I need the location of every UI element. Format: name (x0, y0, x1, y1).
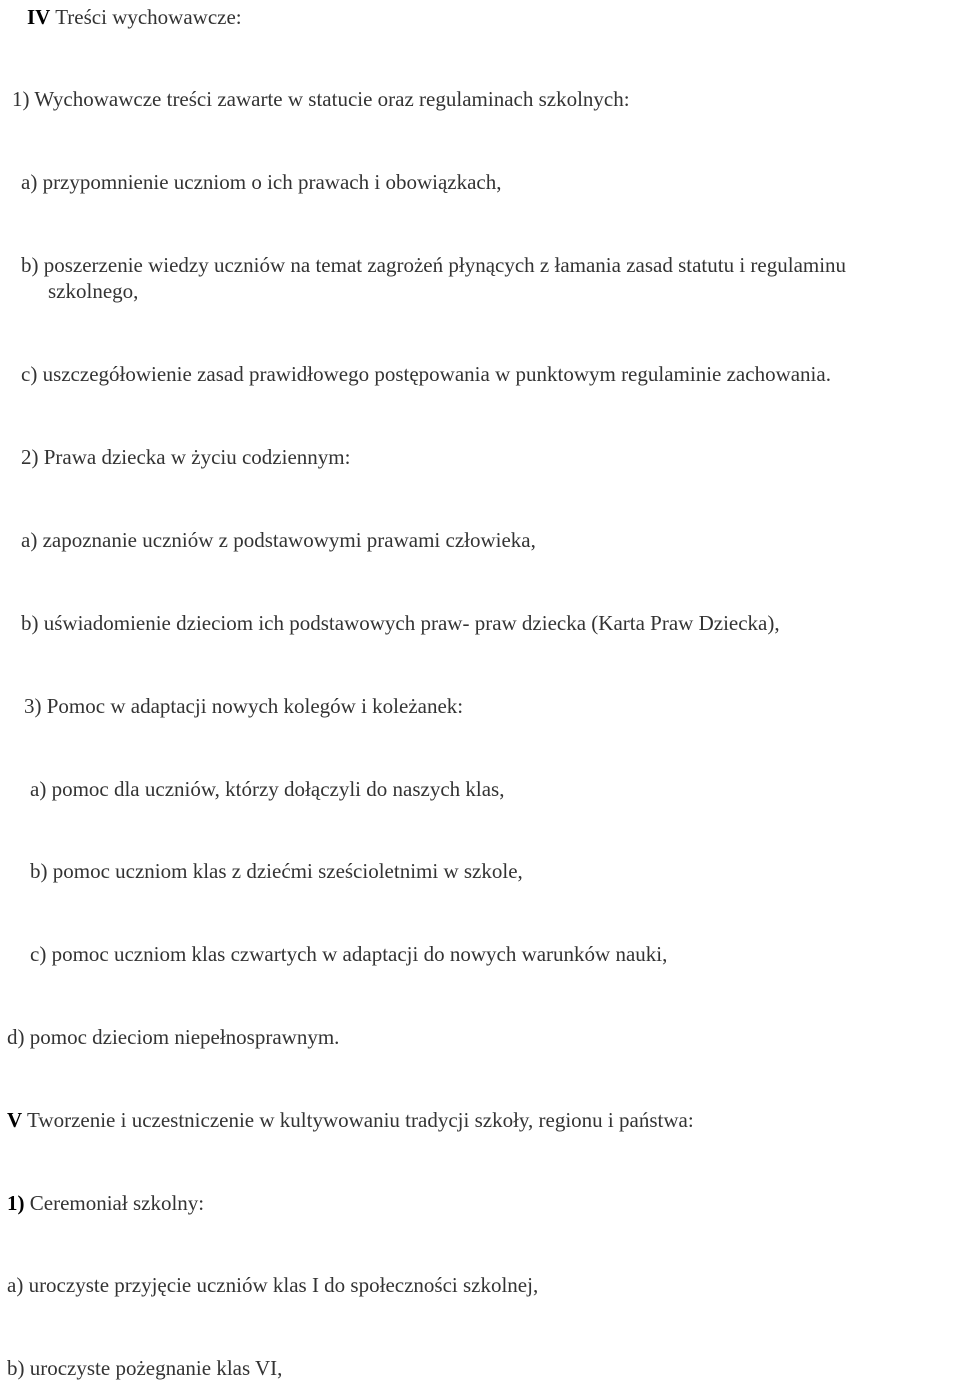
item-3-a: a) pomoc dla uczniów, którzy dołączyli do naszych klas, (30, 777, 505, 801)
section-v-title: Tworzenie i uczestniczenie w kultywowaniu tradycji szkoły, regionu i państwa: (22, 1108, 694, 1132)
section-iv-heading (27, 4, 242, 30)
item-v1-b: b) uroczyste pożegnanie klas VI, (7, 1356, 283, 1380)
section-iv-roman: IV (27, 5, 51, 29)
item-3-d: d) pomoc dzieciom niepełnosprawnym. (7, 1025, 340, 1049)
item-1-b (21, 252, 846, 304)
section-v-heading (7, 1107, 694, 1133)
section-v-roman: V (7, 1108, 23, 1132)
section-iv-title: Treści wychowawcze: (50, 5, 242, 29)
item-1-b-line1: b) poszerzenie wiedzy uczniów na temat zagrożeń płynących z łamania zasad statutu i regulaminu (21, 253, 847, 277)
item-v1-number: 1) (7, 1191, 25, 1215)
item-1-a: a) przypomnienie uczniom o ich prawach i obowiązkach, (21, 170, 502, 194)
item-3-heading: 3) Pomoc w adaptacji nowych kolegów i koleżanek: (24, 694, 464, 718)
item-3-c: c) pomoc uczniom klas czwartych w adaptacji do nowych warunków nauki, (30, 942, 668, 966)
item-2-a: a) zapoznanie uczniów z podstawowymi prawami człowieka, (21, 528, 536, 552)
item-1-c: c) uszczegółowienie zasad prawidłowego postępowania w punktowym regulaminie zachowania. (21, 362, 831, 386)
item-2-b: b) uświadomienie dzieciom ich podstawowych praw- praw dziecka (Karta Praw Dziecka), (21, 611, 780, 635)
item-v1-title: Ceremoniał szkolny: (24, 1191, 205, 1215)
item-2-heading: 2) Prawa dziecka w życiu codziennym: (21, 445, 351, 469)
item-1-heading: 1) Wychowawcze treści zawarte w statucie oraz regulaminach szkolnych: (12, 87, 630, 111)
item-v1-a: a) uroczyste przyjęcie uczniów klas I do społeczności szkolnej, (7, 1273, 539, 1297)
item-3-b: b) pomoc uczniom klas z dziećmi sześcioletnimi w szkole, (30, 859, 523, 883)
item-1-b-line2: szkolnego, (48, 279, 139, 303)
item-v1-heading (7, 1190, 204, 1216)
